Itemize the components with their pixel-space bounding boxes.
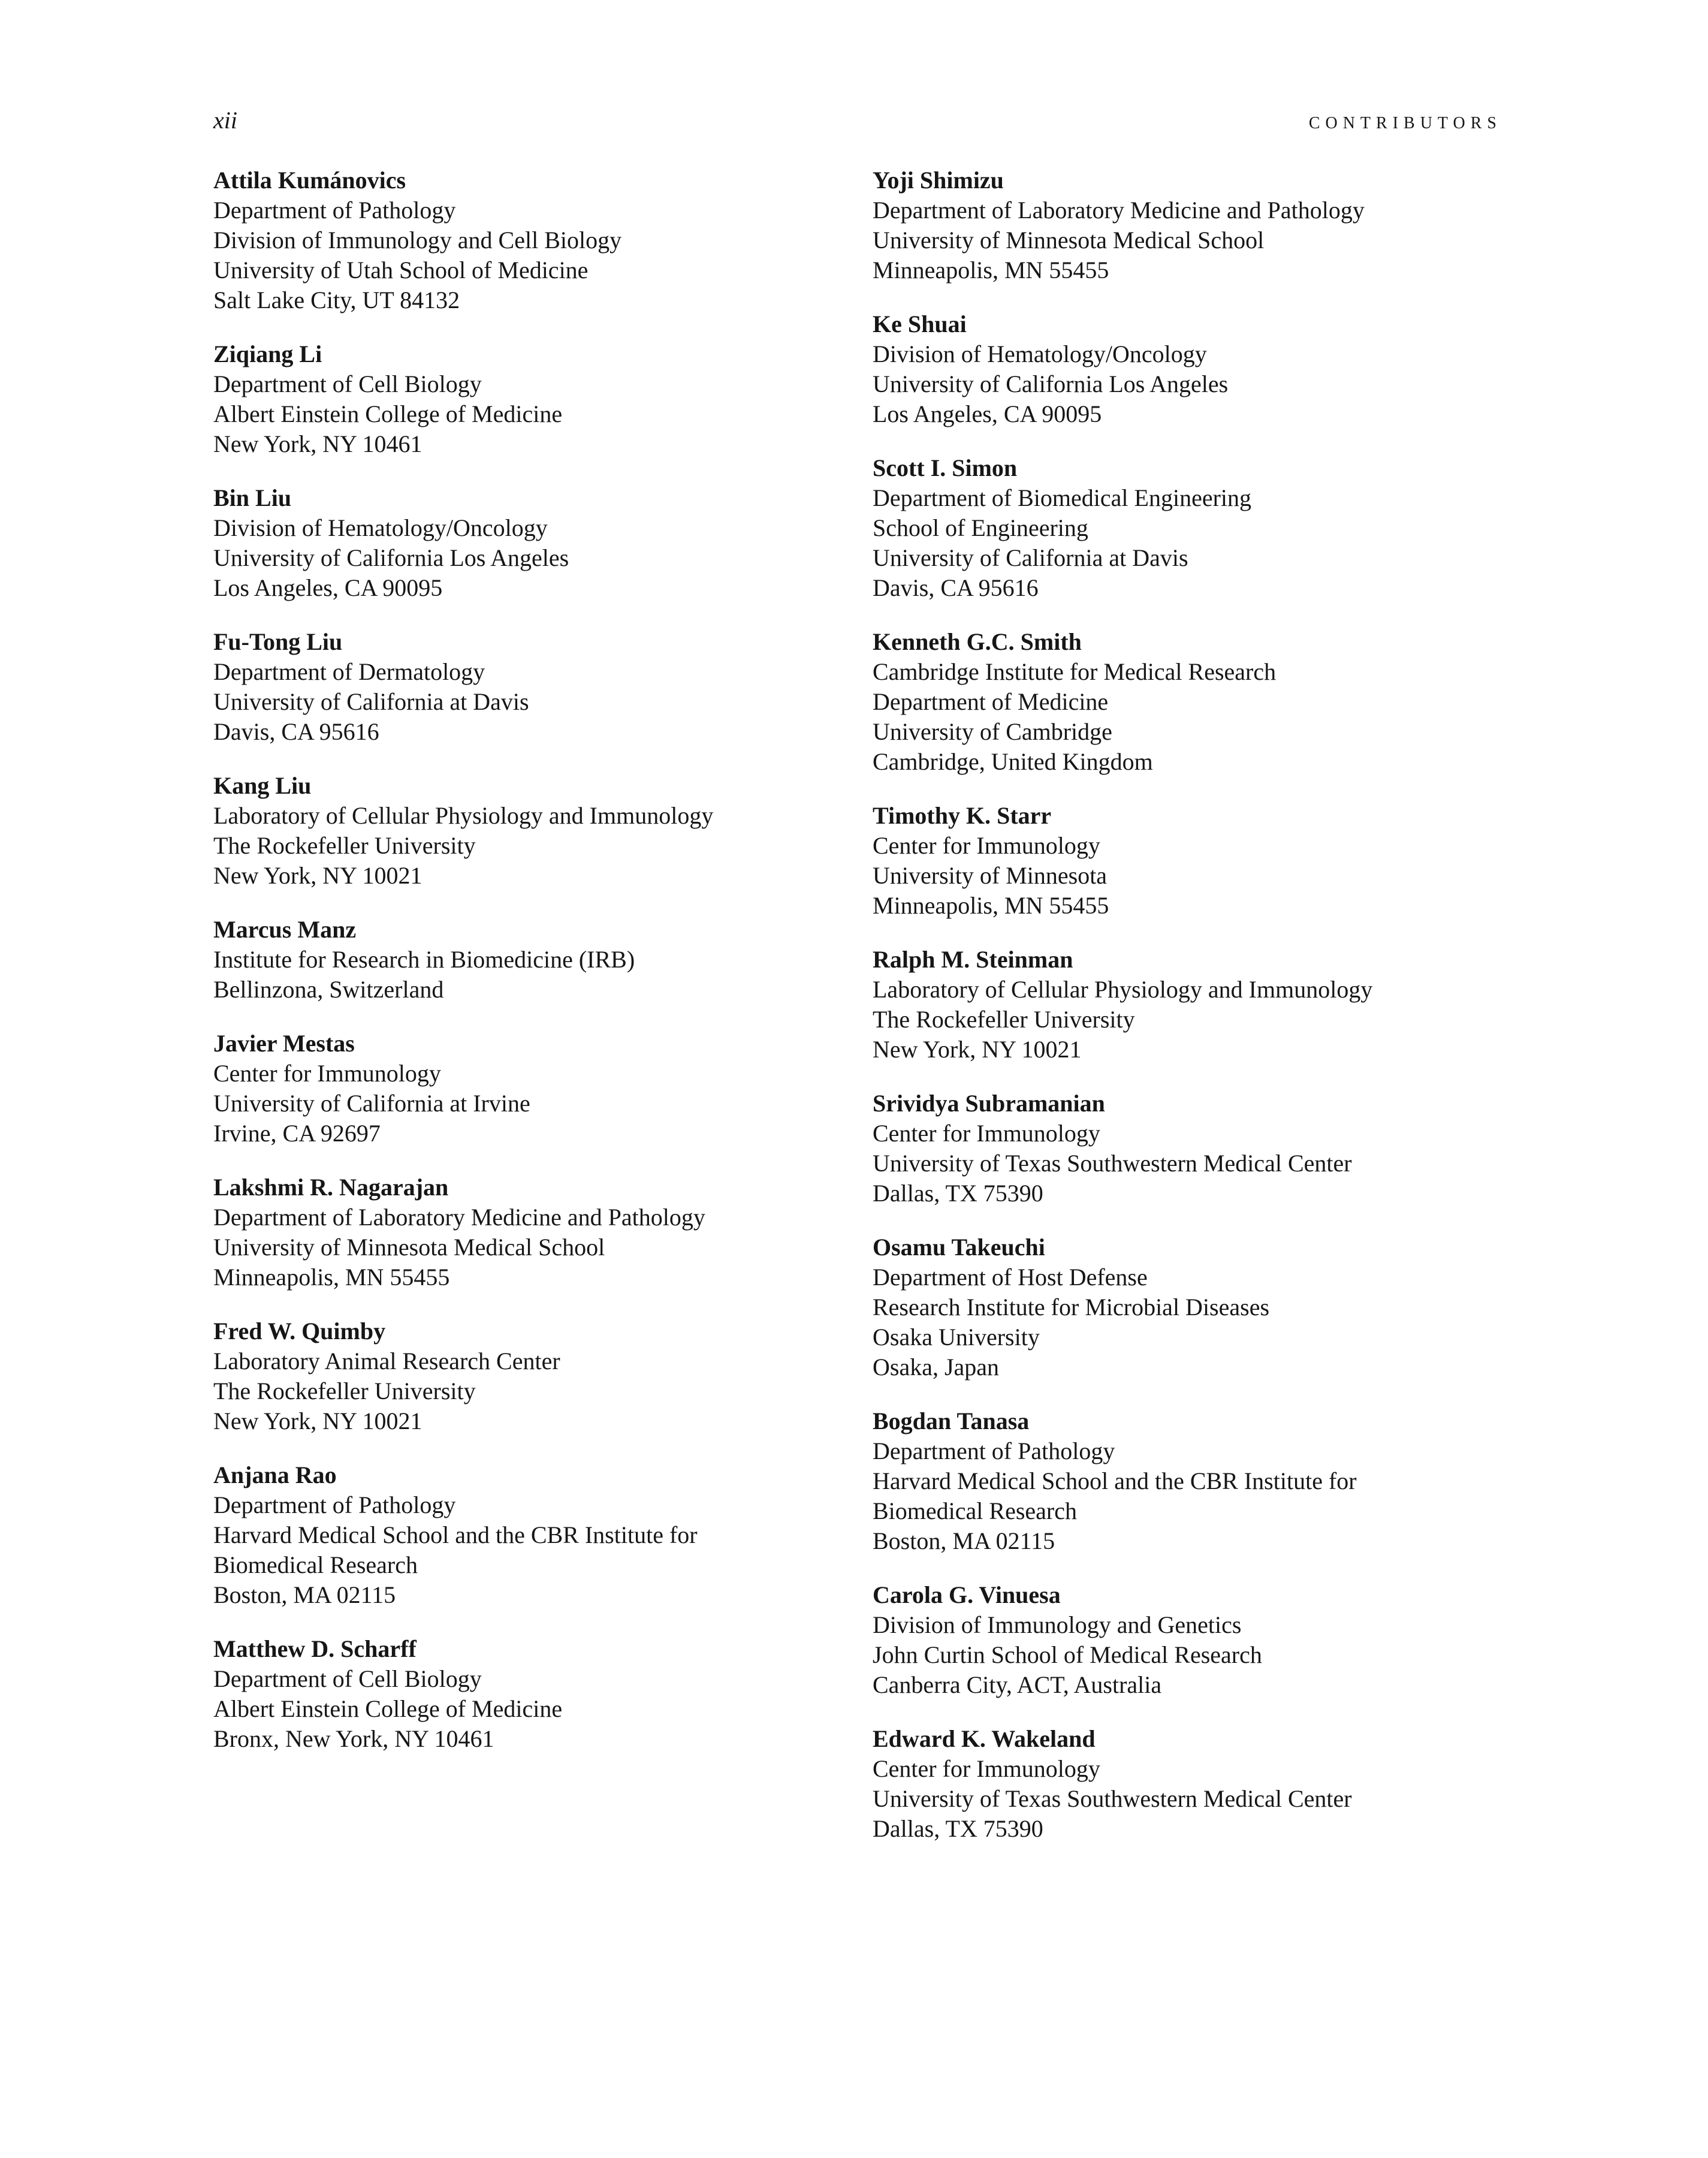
contributor-entry: [873, 453, 1532, 603]
contributor-name: Srividya Subramanian: [873, 1090, 1105, 1117]
contributor-affiliation-line: Minneapolis, MN 55455: [873, 257, 1109, 284]
contributor-name: Marcus Manz: [213, 916, 357, 943]
contributor-affiliation-line: Salt Lake City, UT 84132: [213, 287, 460, 314]
contributor-name: Fred W. Quimby: [213, 1318, 386, 1345]
contributor-entry: [213, 165, 843, 315]
contributor-affiliation-line: University of California at Davis: [873, 544, 1188, 571]
contributor-affiliation-line: Department of Medicine: [873, 688, 1109, 715]
contributor-affiliation-line: University of Minnesota: [873, 862, 1108, 889]
contributor-affiliation-line: Irvine, CA 92697: [213, 1120, 381, 1147]
contributor-entry: [873, 1724, 1532, 1844]
contributor-affiliation-line: Biomedical Research: [213, 1551, 418, 1578]
contributor-affiliation-line: University of California Los Angeles: [873, 370, 1229, 397]
contributor-name: Kang Liu: [213, 772, 312, 799]
contributor-affiliation-line: John Curtin School of Medical Research: [873, 1641, 1262, 1668]
contributor-affiliation-line: Davis, CA 95616: [213, 718, 379, 745]
contributor-affiliation-line: Department of Pathology: [873, 1437, 1115, 1464]
contributor-affiliation-line: Center for Immunology: [873, 1120, 1100, 1147]
contributor-affiliation-line: University of California at Irvine: [213, 1090, 530, 1117]
contributor-affiliation-line: Los Angeles, CA 90095: [873, 400, 1102, 427]
contributor-affiliation-line: University of Minnesota Medical School: [213, 1234, 605, 1261]
contributor-affiliation-line: New York, NY 10021: [213, 862, 423, 889]
contributor-entry: [873, 801, 1532, 921]
contributor-name: Ziqiang Li: [213, 340, 322, 367]
contributors-column-left: [213, 165, 843, 1778]
contributor-name: Matthew D. Scharff: [213, 1635, 417, 1662]
contributor-entry: [213, 483, 843, 603]
contributor-affiliation-line: Center for Immunology: [213, 1060, 441, 1087]
contributor-entry: [213, 627, 843, 747]
contributor-affiliation-line: Department of Pathology: [213, 1491, 456, 1518]
contributor-entry: [213, 915, 843, 1005]
contributor-entry: [213, 1634, 843, 1754]
contributor-affiliation-line: University of California Los Angeles: [213, 544, 569, 571]
contributor-name: Lakshmi R. Nagarajan: [213, 1174, 449, 1201]
contributor-affiliation-line: Department of Laboratory Medicine and Pathology: [873, 197, 1365, 224]
contributor-affiliation-line: Center for Immunology: [873, 832, 1100, 859]
contributor-affiliation-line: Center for Immunology: [873, 1755, 1100, 1782]
contributor-affiliation-line: Minneapolis, MN 55455: [873, 892, 1109, 919]
contributor-affiliation-line: Research Institute for Microbial Diseases: [873, 1294, 1270, 1321]
contributor-name: Kenneth G.C. Smith: [873, 628, 1082, 655]
contributor-entry: [213, 339, 843, 459]
page-number: xii: [213, 107, 237, 134]
contributor-affiliation-line: Dallas, TX 75390: [873, 1815, 1043, 1842]
contributor-name: Osamu Takeuchi: [873, 1234, 1045, 1261]
contributor-affiliation-line: Dallas, TX 75390: [873, 1180, 1043, 1207]
contributor-name: Edward K. Wakeland: [873, 1725, 1096, 1752]
contributor-affiliation-line: Harvard Medical School and the CBR Institute for: [213, 1521, 698, 1548]
contributor-name: Carola G. Vinuesa: [873, 1581, 1061, 1608]
contributor-entry: [873, 309, 1532, 429]
contributor-entry: [873, 627, 1532, 777]
contributor-entry: [873, 1580, 1532, 1700]
contributor-affiliation-line: University of California at Davis: [213, 688, 529, 715]
contributor-name: Bogdan Tanasa: [873, 1407, 1030, 1434]
contributor-affiliation-line: Department of Laboratory Medicine and Pathology: [213, 1204, 705, 1231]
contributor-affiliation-line: Department of Pathology: [213, 197, 456, 224]
contributor-entry: [873, 1089, 1532, 1208]
contributor-affiliation-line: Department of Cell Biology: [213, 1665, 482, 1692]
contributor-name: Fu-Tong Liu: [213, 628, 343, 655]
contributor-name: Ke Shuai: [873, 311, 967, 337]
contributor-name: Yoji Shimizu: [873, 167, 1004, 194]
contributor-affiliation-line: Biomedical Research: [873, 1497, 1077, 1524]
contributor-affiliation-line: Department of Host Defense: [873, 1264, 1148, 1291]
contributor-name: Javier Mestas: [213, 1030, 355, 1057]
contributor-entry: [873, 165, 1532, 285]
contributor-affiliation-line: University of Texas Southwestern Medical Center: [873, 1785, 1352, 1812]
contributors-column-right: [873, 165, 1532, 1868]
contributor-entry: [213, 1029, 843, 1149]
contributor-affiliation-line: University of Utah School of Medicine: [213, 257, 589, 284]
contributor-name: Scott I. Simon: [873, 454, 1018, 481]
contributor-affiliation-line: School of Engineering: [873, 514, 1088, 541]
contributor-entry: [213, 1316, 843, 1436]
contributor-affiliation-line: New York, NY 10021: [873, 1036, 1082, 1063]
contributor-affiliation-line: Canberra City, ACT, Australia: [873, 1671, 1162, 1698]
contributor-affiliation-line: Bronx, New York, NY 10461: [213, 1725, 494, 1752]
contributor-affiliation-line: Division of Hematology/Oncology: [873, 340, 1207, 367]
contributor-affiliation-line: Boston, MA 02115: [213, 1581, 396, 1608]
contributor-affiliation-line: Cambridge, United Kingdom: [873, 748, 1153, 775]
contributor-affiliation-line: Division of Immunology and Genetics: [873, 1611, 1242, 1638]
contributor-affiliation-line: Division of Immunology and Cell Biology: [213, 227, 622, 254]
contributor-affiliation-line: Albert Einstein College of Medicine: [213, 400, 563, 427]
contributor-affiliation-line: Davis, CA 95616: [873, 574, 1039, 601]
contributor-entry: [213, 1460, 843, 1610]
contributor-entry: [873, 945, 1532, 1065]
contributor-affiliation-line: Department of Dermatology: [213, 658, 485, 685]
contributor-entry: [873, 1232, 1532, 1382]
contributor-name: Attila Kumánovics: [213, 167, 406, 194]
contributor-name: Timothy K. Starr: [873, 802, 1052, 829]
contributor-affiliation-line: Minneapolis, MN 55455: [213, 1264, 450, 1291]
contributor-affiliation-line: The Rockefeller University: [873, 1006, 1135, 1033]
running-head: CONTRIBUTORS: [1308, 114, 1502, 132]
contributor-affiliation-line: Laboratory of Cellular Physiology and Immunology: [213, 802, 714, 829]
contributor-affiliation-line: Boston, MA 02115: [873, 1527, 1055, 1554]
contributor-affiliation-line: University of Minnesota Medical School: [873, 227, 1265, 254]
contributor-affiliation-line: Division of Hematology/Oncology: [213, 514, 548, 541]
contributor-affiliation-line: New York, NY 10461: [213, 430, 423, 457]
contributor-name: Anjana Rao: [213, 1461, 337, 1488]
contributor-affiliation-line: Cambridge Institute for Medical Research: [873, 658, 1277, 685]
contributor-affiliation-line: Los Angeles, CA 90095: [213, 574, 443, 601]
contributor-entry: [873, 1406, 1532, 1556]
contributor-affiliation-line: Institute for Research in Biomedicine (IRB): [213, 946, 635, 973]
contributor-name: Bin Liu: [213, 484, 292, 511]
contributor-affiliation-line: The Rockefeller University: [213, 1378, 476, 1404]
contributor-affiliation-line: Osaka University: [873, 1324, 1040, 1351]
contributor-affiliation-line: Osaka, Japan: [873, 1354, 1000, 1381]
contributor-affiliation-line: Bellinzona, Switzerland: [213, 976, 444, 1003]
contributor-entry: [213, 771, 843, 891]
contributor-affiliation-line: University of Texas Southwestern Medical Center: [873, 1150, 1352, 1177]
contributor-affiliation-line: Department of Biomedical Engineering: [873, 484, 1252, 511]
contributor-name: Ralph M. Steinman: [873, 946, 1073, 973]
contributor-affiliation-line: New York, NY 10021: [213, 1407, 423, 1434]
contributor-affiliation-line: Harvard Medical School and the CBR Institute for: [873, 1467, 1357, 1494]
contributor-affiliation-line: Laboratory Animal Research Center: [213, 1348, 560, 1375]
contributor-affiliation-line: Department of Cell Biology: [213, 370, 482, 397]
contributor-entry: [213, 1173, 843, 1292]
contributor-affiliation-line: The Rockefeller University: [213, 832, 476, 859]
contributor-affiliation-line: University of Cambridge: [873, 718, 1112, 745]
contributor-affiliation-line: Laboratory of Cellular Physiology and Immunology: [873, 976, 1373, 1003]
contributor-affiliation-line: Albert Einstein College of Medicine: [213, 1695, 563, 1722]
